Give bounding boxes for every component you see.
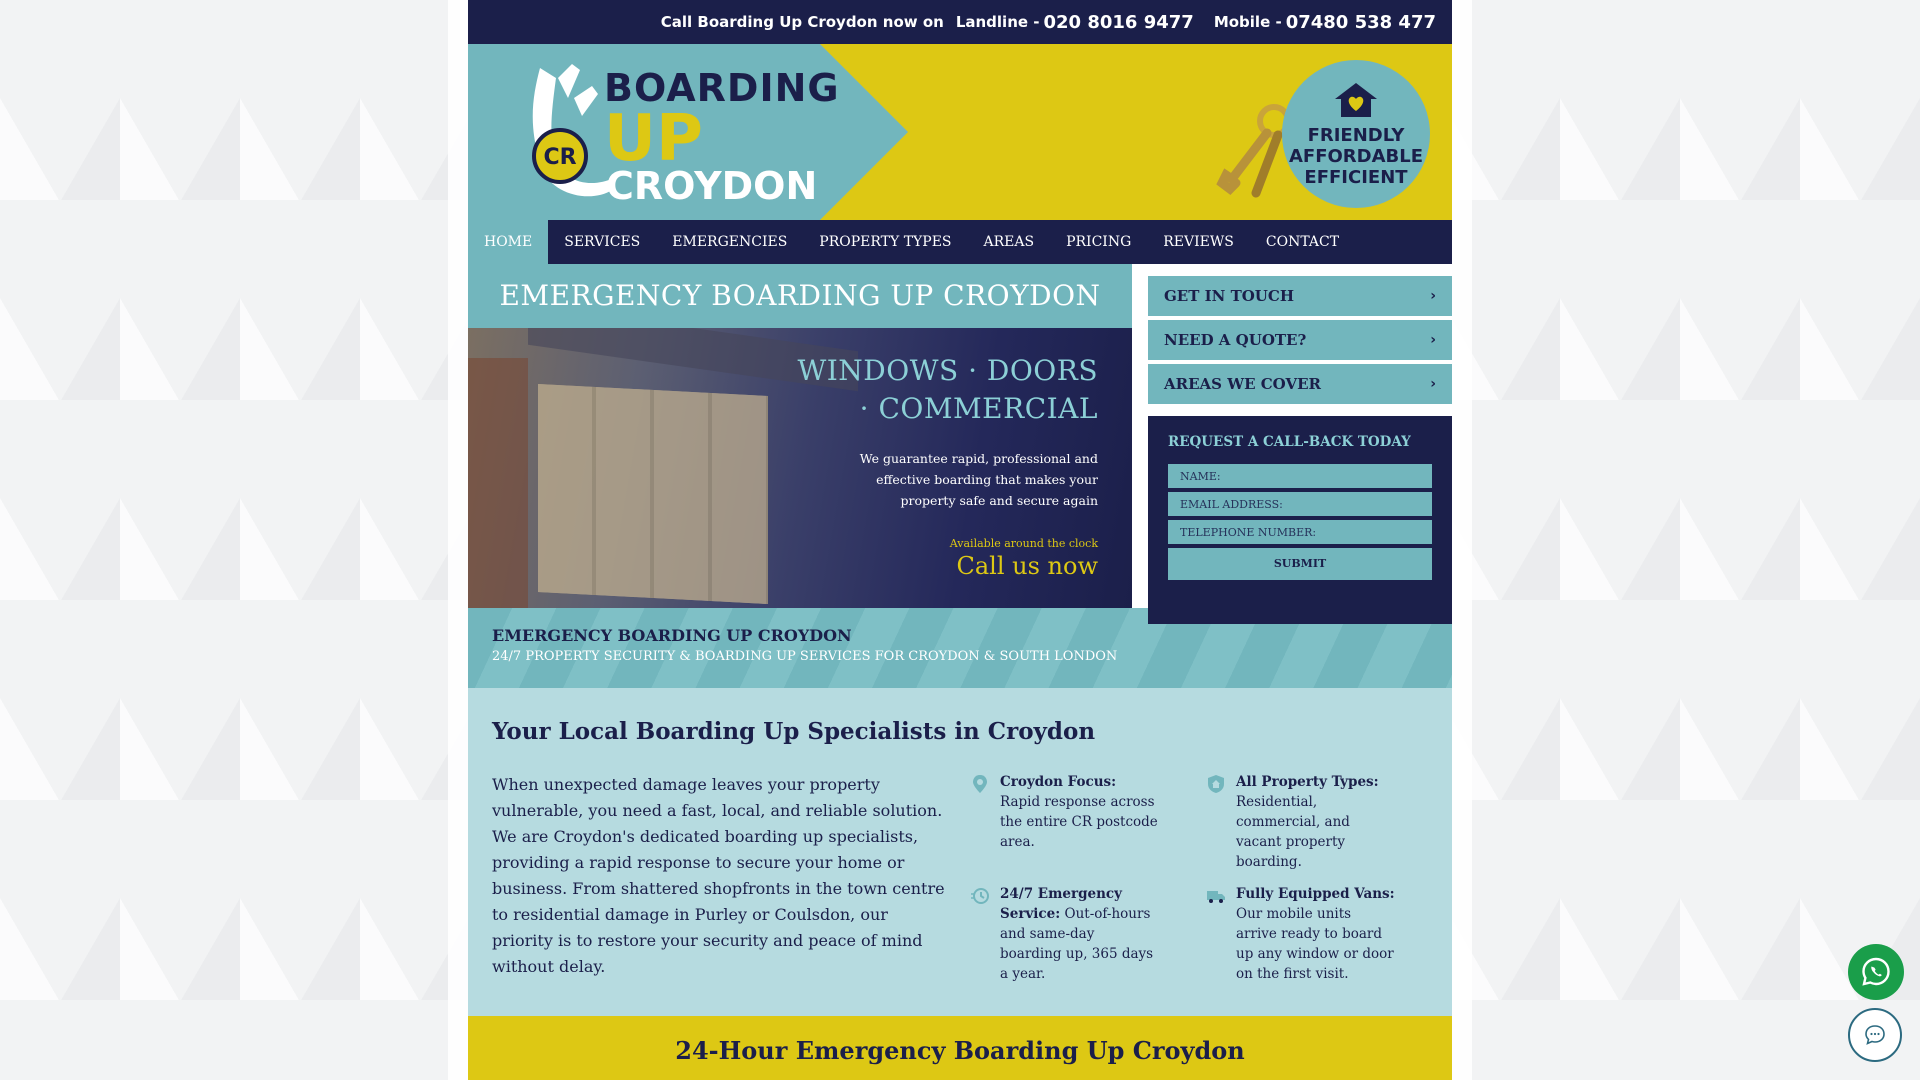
page-shadow-left: [448, 0, 468, 1080]
telephone-input[interactable]: [1168, 520, 1432, 544]
logo-word-boarding: BOARDING: [604, 66, 840, 110]
need-a-quote-label: NEED A QUOTE?: [1164, 331, 1307, 349]
logo-word-up: UP: [604, 102, 703, 176]
feature-title: 24/7 Emergency Service:: [1000, 886, 1122, 922]
callback-form-title: REQUEST A CALL-BACK TODAY: [1168, 434, 1411, 450]
feature-all-property-types: [1206, 772, 1396, 872]
nav-item-contact[interactable]: CONTACT: [1265, 234, 1340, 250]
van-icon: [1206, 886, 1226, 906]
get-in-touch-label: GET IN TOUCH: [1164, 287, 1294, 305]
intro-heading: Your Local Boarding Up Specialists in Croydon: [492, 718, 1096, 745]
feature-text: Residential, commercial, and vacant property boarding.: [1236, 794, 1350, 870]
nav-item-pricing[interactable]: PRICING: [1066, 234, 1132, 250]
page-container: [468, 0, 1452, 1080]
friendly-affordable-badge: [1282, 60, 1430, 208]
feature-title: All Property Types:: [1236, 774, 1379, 790]
logo-word-croydon: CROYDON: [606, 164, 818, 208]
boarded-window-image: [538, 384, 768, 604]
strip-subtitle: 24/7 PROPERTY SECURITY & BOARDING UP SERVICES FOR CROYDON & SOUTH LONDON: [492, 649, 1118, 664]
hero-title: EMERGENCY BOARDING UP CROYDON: [468, 264, 1132, 328]
chevron-right-icon: ›: [1430, 332, 1436, 348]
sidebar: [1148, 276, 1452, 624]
areas-we-cover-label: AREAS WE COVER: [1164, 375, 1322, 393]
landline-number-link[interactable]: 020 8016 9477: [1043, 11, 1194, 33]
landline-label: Landline -: [955, 13, 1040, 31]
badge-line-2: AFFORDABLE: [1288, 145, 1424, 167]
top-contact-bar: [468, 0, 1452, 44]
bottom-yellow-section: [468, 1016, 1452, 1080]
call-us-now-link[interactable]: Call us now: [956, 552, 1098, 580]
main-navigation: [468, 220, 1452, 264]
hero-text: We guarantee rapid, professional and effective boarding that makes your property safe and secure again: [859, 451, 1098, 508]
feature-fully-equipped-vans: [1206, 884, 1396, 984]
hero-heading-line-2: · COMMERCIAL: [859, 392, 1098, 425]
name-input[interactable]: [1168, 464, 1432, 488]
chat-button[interactable]: [1848, 1008, 1902, 1062]
location-pin-icon: [970, 774, 990, 794]
need-a-quote-button[interactable]: [1148, 320, 1452, 360]
nav-item-emergencies[interactable]: EMERGENCIES: [672, 234, 788, 250]
call-intro-text: Call Boarding Up Croydon now on: [660, 13, 944, 31]
page-shadow-right: [1452, 0, 1472, 1080]
chevron-right-icon: ›: [1430, 288, 1436, 304]
main-section: [468, 264, 1452, 608]
chevron-right-icon: ›: [1430, 376, 1436, 392]
clock-icon: [970, 886, 990, 906]
nav-item-areas[interactable]: AREAS: [983, 234, 1035, 250]
nav-item-property-types[interactable]: PROPERTY TYPES: [819, 234, 952, 250]
callback-form: [1148, 416, 1452, 624]
feature-croydon-focus: [970, 772, 1160, 852]
submit-button[interactable]: SUBMIT: [1168, 548, 1432, 580]
site-header: [468, 44, 1452, 220]
badge-line-3: EFFICIENT: [1304, 166, 1408, 188]
feature-text: Rapid response across the entire CR postcode area.: [1000, 794, 1158, 850]
badge-line-1: FRIENDLY: [1307, 124, 1405, 146]
get-in-touch-button[interactable]: [1148, 276, 1452, 316]
feature-text: Our mobile units arrive ready to board up any window or door on the first visit.: [1236, 906, 1394, 982]
areas-we-cover-button[interactable]: [1148, 364, 1452, 404]
nav-item-reviews[interactable]: REVIEWS: [1163, 234, 1234, 250]
hero-available-text: Available around the clock: [949, 537, 1098, 550]
whatsapp-icon: [1860, 956, 1892, 988]
mobile-number-link[interactable]: 07480 538 477: [1285, 11, 1436, 33]
hero-image: [468, 328, 1132, 608]
feature-title: Croydon Focus:: [1000, 774, 1117, 790]
strip-title: EMERGENCY BOARDING UP CROYDON: [492, 626, 852, 645]
intro-section: [468, 688, 1452, 1016]
feature-title: Fully Equipped Vans:: [1236, 886, 1395, 902]
hero-banner: [468, 264, 1132, 608]
nav-item-services[interactable]: SERVICES: [564, 234, 641, 250]
feature-24-7-emergency: [970, 884, 1160, 984]
intro-paragraph: When unexpected damage leaves your property vulnerable, you need a fast, local, and reliable solution. We are Croydon's dedicated boarding up specialists, providing a rapid response to secure your home or business. From shattered shopfronts in the town centre to residential damage in Purley or Coulsdon, our priority is to restore your security and peace of mind without delay.: [492, 775, 945, 976]
hero-heading-line-1: WINDOWS · DOORS: [797, 354, 1098, 387]
mobile-label: Mobile -: [1213, 13, 1282, 31]
email-input[interactable]: [1168, 492, 1432, 516]
feature-text: Out-of-hours and same-day boarding up, 365 days a year.: [1000, 906, 1154, 982]
whatsapp-button[interactable]: [1848, 944, 1904, 1000]
chat-bubble-icon: [1862, 1022, 1888, 1048]
bottom-heading: 24-Hour Emergency Boarding Up Croydon: [675, 1036, 1245, 1065]
logo-mark-text: CR: [543, 145, 577, 170]
hero-wall-shape: [468, 358, 528, 608]
nav-item-home[interactable]: HOME: [468, 220, 548, 264]
hero-heading: [797, 352, 1098, 428]
home-shield-icon: [1206, 774, 1226, 794]
house-heart-icon: [1333, 81, 1379, 119]
